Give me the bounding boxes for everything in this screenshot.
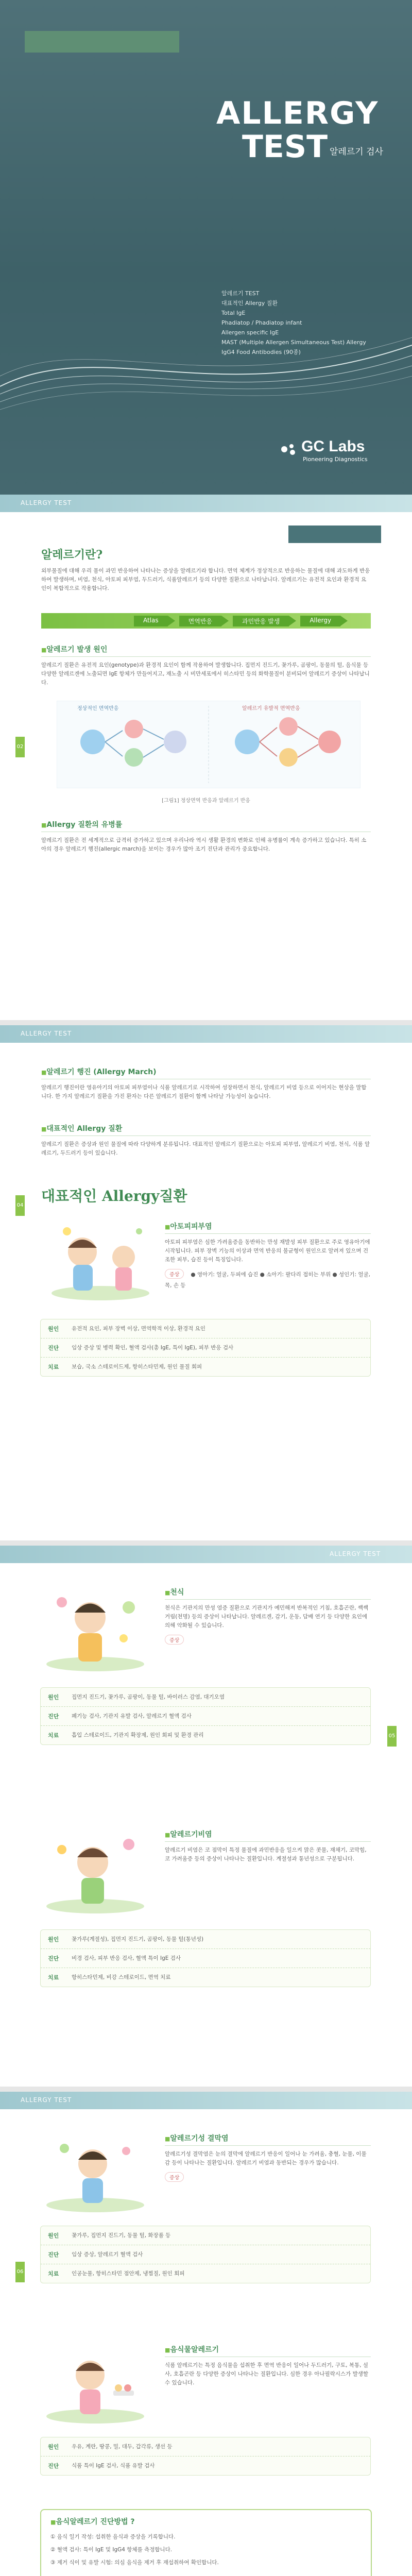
asthma-illustration: [41, 1582, 149, 1674]
diagram-caption: [그림1] 정상면역 반응과 알레르기 반응: [162, 798, 250, 804]
disease-info-card: [40, 2226, 371, 2283]
disease-info-card: [40, 1319, 371, 1377]
disease-title: ■ 알레르기성 결막염: [165, 2133, 371, 2146]
tip-item: ③ 제거 식이 및 유발 시험: 의심 음식을 제거 후 재섭취하여 확인합니다.: [50, 2560, 219, 2566]
symptom-pill: 증상: [165, 1635, 184, 1645]
page-conjunctivitis-food: [0, 2087, 412, 2576]
row-label: 치료: [48, 1732, 59, 1739]
info-row: [41, 1725, 370, 1744]
page-header-bar: [0, 1546, 412, 1563]
row-label: 원인: [48, 1936, 59, 1943]
info-row: [41, 1319, 370, 1338]
info-row: [41, 1357, 370, 1376]
disease-text: 아토피 피부염은 심한 가려움증을 동반하는 만성 재발성 피부 질환으로 주로 영유아기에 시작됩니다. 피부 장벽 기능의 이상과 면역 반응의 불균형이 원인으로 알려져 있으며 건조한 피부, 습진 등이 특징입니다.: [165, 1239, 370, 1263]
cover-test-item: Total IgE: [221, 310, 246, 316]
immune-response-diagram: [57, 701, 360, 788]
row-text: 폐기능 검사, 기관지 유발 검사, 알레르기 혈액 검사: [72, 1713, 192, 1719]
diagram-left-label: 정상적인 면역반응: [77, 706, 119, 711]
header-label: ALLERGY TEST: [21, 2096, 72, 2104]
cover-test-item: MAST (Multiple Allergen Simultaneous Test) Allergy: [221, 339, 366, 346]
tip-item: ① 음식 일기 작성: 섭취한 음식과 증상을 기록합니다.: [50, 2534, 176, 2540]
flow-step: 면역반응: [179, 616, 221, 626]
section-title: ■ 알레르기 행진 (Allergy March): [41, 1066, 371, 1079]
page-asthma-rhinitis: [0, 1540, 412, 2087]
page-allergy-march: [0, 1020, 412, 1540]
row-text: 인공눈물, 항히스타민 점안제, 냉찜질, 원인 회피: [72, 2270, 185, 2277]
section-title: ■ 대표적인 Allergy 질환: [41, 1123, 371, 1136]
row-text: 우유, 계란, 땅콩, 밀, 대두, 갑각류, 생선 등: [72, 2444, 173, 2450]
cover-test-item: Allergen specific IgE: [221, 329, 279, 336]
cover-wave-graphic: [0, 325, 412, 417]
row-label: 치료: [48, 2270, 59, 2277]
cover-subtitle: 알레르기 검사: [330, 147, 383, 157]
disease-text: 식품 알레르기는 특정 음식물을 섭취한 후 면역 반응이 일어나 두드러기, 구토, 복통, 설사, 호흡곤란 등 다양한 증상이 나타나는 질환입니다. 심한 경우 아나필락시스가 발생할 수 있습니다.: [165, 2362, 369, 2386]
cover-title-allergy: ALLERGY: [216, 95, 379, 131]
row-text: 비경 검사, 피부 반응 검사, 혈액 특이 IgE 검사: [72, 1955, 181, 1961]
info-row: [41, 1968, 370, 1987]
disease-title: ■ 알레르기비염: [165, 1829, 371, 1842]
row-label: 진단: [48, 1713, 59, 1720]
section-title: ■ 알레르기 발생 원인: [41, 644, 371, 657]
info-row: [41, 1338, 370, 1357]
row-text: 꽃가루(계절성), 집먼지 진드기, 곰팡이, 동물 털(통년성): [72, 1936, 204, 1942]
header-label: ALLERGY TEST: [21, 1030, 72, 1037]
section-text: 알레르기 질환은 전 세계적으로 급격히 증가하고 있으며 우리나라 역시 생활 환경의 변화로 인해 유병률이 계속 증가하고 있습니다. 특히 소아의 경우 알레르기 행진(allergic march)을 보이는 경우가 많아 조기 진단과 관리가 중요합니다.: [41, 837, 367, 852]
cover-test-item: 대표적인 Allergy 질환: [221, 300, 278, 307]
gc-labs-logo: [278, 438, 368, 463]
section-text: 알레르기 행진이란 영유아기의 아토피 피부염이나 식품 알레르기로 시작하여 성장하면서 천식, 알레르기 비염 등으로 이어지는 현상을 말합니다. 한 가지 알레르기 질환을 가진 환자는 다른 알레르기 질환이 함께 나타날 가능성이 높습니다.: [41, 1084, 367, 1099]
info-row: [41, 2245, 370, 2264]
page-title: 알레르기란?: [41, 548, 103, 562]
cover-test-item: Phadiatop / Phadiatop infant: [221, 319, 302, 326]
row-text: 집먼지 진드기, 꽃가루, 곰팡이, 동물 털, 바이러스 감염, 대기오염: [72, 1694, 225, 1700]
rhinitis-illustration: [41, 1824, 149, 1917]
intro-paragraph: 외부물질에 대해 우리 몸이 과민 반응하여 나타나는 증상을 알레르기라 합니다. 면역 체계가 정상적으로 반응하는 물질에 대해 과도하게 반응하여 발생하며, 비염, 천식, 아토피 피부염, 두드러기, 식품알레르기 등의 다양한 질환으로 나타납니다. 알레르기는 유전적 요인과 환경적 요인이 복합적으로 작용합니다.: [41, 568, 370, 591]
info-row: [41, 1948, 370, 1968]
row-label: 진단: [48, 2251, 59, 2258]
logo-tagline: Pioneering Diagnostics: [303, 455, 368, 463]
row-text: 임상 증상 및 병력 확인, 혈액 검사(총 IgE, 특이 IgE), 피부 반응 검사: [72, 1345, 234, 1351]
header-label: ALLERGY TEST: [21, 499, 72, 506]
big-section-title: 대표적인 Allergy질환: [41, 1188, 187, 1205]
disease-text: 알레르기성 결막염은 눈의 결막에 알레르기 반응이 일어나 눈 가려움, 충혈, 눈물, 이물감 등이 나타나는 질환입니다. 알레르기 비염과 동반되는 경우가 많습니다.: [165, 2151, 367, 2166]
food-allergy-illustration: [41, 2339, 149, 2427]
gc-logo-icon: [278, 442, 299, 457]
cover-test-item: 알레르기 TEST: [221, 290, 260, 297]
info-row: [41, 1688, 370, 1706]
page-what-is-allergy: [0, 495, 412, 1020]
row-label: 진단: [48, 1955, 59, 1962]
info-row: [41, 2437, 370, 2456]
disease-title: ■ 음식물알레르기: [165, 2344, 371, 2357]
disease-info-card: [40, 1687, 371, 1745]
info-row: [41, 2264, 370, 2283]
row-label: 진단: [48, 2463, 59, 2469]
disease-title: ■ 천식: [165, 1587, 371, 1600]
row-label: 원인: [48, 2444, 59, 2450]
info-row: [41, 2456, 370, 2475]
info-row: [41, 2226, 370, 2245]
row-text: 보습, 국소 스테로이드제, 항히스타민제, 원인 물질 회피: [72, 1364, 202, 1370]
row-text: 흡입 스테로이드, 기관지 확장제, 원인 회피 및 환경 관리: [72, 1732, 204, 1738]
tip-item: ② 혈액 검사: 특이 IgE 및 IgG4 항체를 측정합니다.: [50, 2547, 173, 2553]
process-flow-bar: [41, 613, 371, 629]
info-row: [41, 1930, 370, 1948]
disease-title: ■ 아토피피부염: [165, 1221, 371, 1234]
row-label: 원인: [48, 2232, 59, 2239]
row-label: 원인: [48, 1326, 59, 1332]
page-side-tab: 06: [15, 2262, 25, 2282]
disease-text: 알레르기 비염은 코 점막이 특정 물질에 과민반응을 일으켜 맑은 콧물, 재채기, 코막힘, 코 가려움증 등의 증상이 나타나는 질환입니다. 계절성과 통년성으로 구분됩니다.: [165, 1847, 367, 1862]
cover-header-box: [25, 31, 179, 53]
page-side-tab: 05: [387, 1726, 397, 1747]
row-label: 원인: [48, 1694, 59, 1701]
cover-title-test: TEST: [242, 129, 328, 165]
cover-page: [0, 0, 412, 495]
conjunctivitis-illustration: [41, 2128, 149, 2215]
section-title: ■ Allergy 질환의 유병률: [41, 819, 371, 832]
page-side-tab: 04: [15, 1195, 25, 1216]
row-text: 항히스타민제, 비강 스테로이드, 면역 치료: [72, 1974, 171, 1980]
disease-text: 천식은 기관지의 만성 염증 질환으로 기관지가 예민해져 반복적인 기침, 호흡곤란, 쌕쌕거림(천명) 등의 증상이 나타납니다. 알레르겐, 감기, 운동, 담배 연기 등 다양한 요인에 의해 악화될 수 있습니다.: [165, 1605, 369, 1629]
page-side-tab: 02: [15, 737, 25, 757]
symptom-text: ● 영아기: 얼굴, 두피에 습진 ● 소아기: 팔다리 접히는 부위 ● 성인기: 얼굴, 목, 손 등: [165, 1272, 370, 1289]
row-text: 꽃가루, 집먼지 진드기, 동물 털, 화장품 등: [72, 2232, 171, 2239]
cover-test-item: IgG4 Food Antibodies (90종): [221, 349, 301, 355]
flow-step: Atlas: [134, 616, 168, 626]
flow-step: 과민반응 발생: [233, 616, 289, 626]
atopic-dermatitis-illustration: [46, 1216, 154, 1303]
logo-name: GC Labs: [301, 438, 365, 455]
gray-header-box: [288, 526, 381, 543]
disease-info-card: [40, 2437, 371, 2476]
page-header-bar: [0, 1025, 412, 1043]
disease-info-card: [40, 1929, 371, 1987]
section-text: 알레르기 질환은 유전적 요인(genotype)과 환경적 요인이 함께 작용하여 발생합니다. 집먼지 진드기, 꽃가루, 곰팡이, 동물의 털, 음식물 등 다양한 알레르겐에 노출되면 IgE 항체가 만들어지고, 재노출 시 비만세포에서 히스타민 등의 화학물질이 분비되어 알레르기 증상이 나타납니다.: [41, 662, 370, 686]
header-label: ALLERGY TEST: [330, 1550, 381, 1557]
symptom-pill: 증상: [165, 1269, 184, 1279]
row-label: 치료: [48, 1364, 59, 1370]
tip-title: ■ 음식알레르기 진단방법 ?: [50, 2516, 362, 2529]
row-text: 식품 특이 IgE 검사, 식품 유발 검사: [72, 2463, 155, 2469]
page-header-bar: [0, 2092, 412, 2109]
row-label: 치료: [48, 1974, 59, 1981]
section-text: 알레르기 질환은 증상과 원인 물질에 따라 다양하게 분류됩니다. 대표적인 알레르기 질환으로는 아토피 피부염, 알레르기 비염, 천식, 식품 알레르기, 두드러기 등이 있습니다.: [41, 1141, 370, 1156]
row-label: 진단: [48, 1345, 59, 1351]
row-text: 임상 증상, 알레르기 혈액 검사: [72, 2251, 143, 2258]
page-header-bar: [0, 495, 412, 512]
info-row: [41, 1706, 370, 1725]
flow-step: Allergy: [300, 616, 340, 626]
diagram-right-label: 알레르기 유발적 면역반응: [242, 706, 300, 711]
row-text: 유전적 요인, 피부 장벽 이상, 면역학적 이상, 환경적 요인: [72, 1326, 205, 1332]
food-allergy-tip-box: [40, 2509, 372, 2576]
symptom-pill: 증상: [165, 2172, 184, 2182]
